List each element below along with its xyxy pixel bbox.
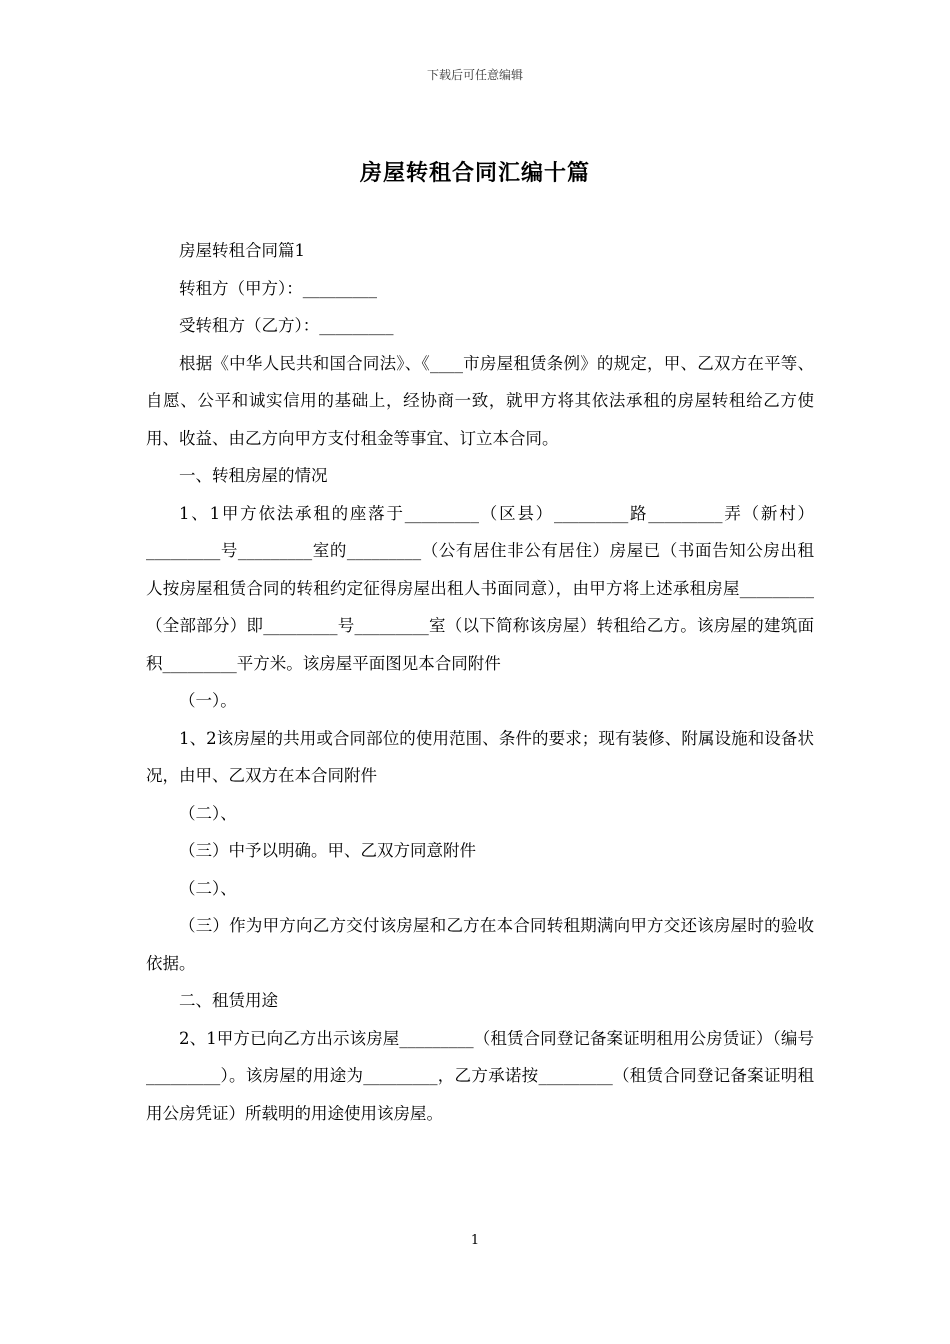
clause-heading-2: 二、租赁用途	[179, 991, 278, 1010]
clause-1-2-attachment-2: （二）、	[179, 803, 237, 823]
clause-heading-1: 一、转租房屋的情况	[179, 466, 328, 485]
section-heading: 房屋转租合同篇1	[179, 241, 305, 260]
clause-1-1-attachment: （一）。	[179, 691, 237, 710]
clause-1-2-attachment-2b: （二）、	[179, 878, 237, 898]
page-number: 1	[470, 1233, 480, 1248]
party-a-line: 转租方（甲方）：_________	[179, 278, 377, 298]
document-title: 房屋转租合同汇编十篇	[359, 161, 590, 186]
document-body	[146, 232, 814, 1132]
party-b-line: 受转租方（乙方）：_________	[179, 316, 394, 335]
clause-1-1: 1、1甲方依法承租的座落于_________（区县）_________路_________弄（新村）_________号_________室的_________（公有居住非公有居住）房屋已（书面告知公房出租人按房屋租赁合同的转租约定征得房屋出租人书面同意），由甲方将上述承租房屋_________（全部部分）即_________号_________室（以下简称该房屋）转租给乙方。该房屋的建筑面积_________平方米。该房屋平面图见本合同附件	[146, 503, 814, 673]
header-note: 下载后可任意编辑	[426, 68, 523, 82]
clause-1-2: 1、2该房屋的共用或合同部位的使用范围、条件的要求；现有装修、附属设施和设备状况，由甲、乙双方在本合同附件	[146, 728, 814, 785]
clause-1-2-attachment-3: （三）中予以明确。甲、乙双方同意附件	[179, 841, 476, 860]
preamble-paragraph: 根据《中华人民共和国合同法》、《____市房屋租赁条例》的规定，甲、乙双方在平等、自愿、公平和诚实信用的基础上，经协商一致，就甲方将其依法承租的房屋转租给乙方使用、收益、由乙方向甲方支付租金等事宜、订立本合同。	[146, 353, 814, 448]
clause-1-2-attachment-3b: （三）作为甲方向乙方交付该房屋和乙方在本合同转租期满向甲方交还该房屋时的验收依据。	[146, 916, 814, 973]
clause-2-1: 2、1甲方已向乙方出示该房屋_________（租赁合同登记备案证明租用公房赁证）（编号_________）。该房屋的用途为_________，乙方承诺按_________（租赁合同登记备案证明租用公房凭证）所载明的用途使用该房屋。	[146, 1028, 814, 1123]
